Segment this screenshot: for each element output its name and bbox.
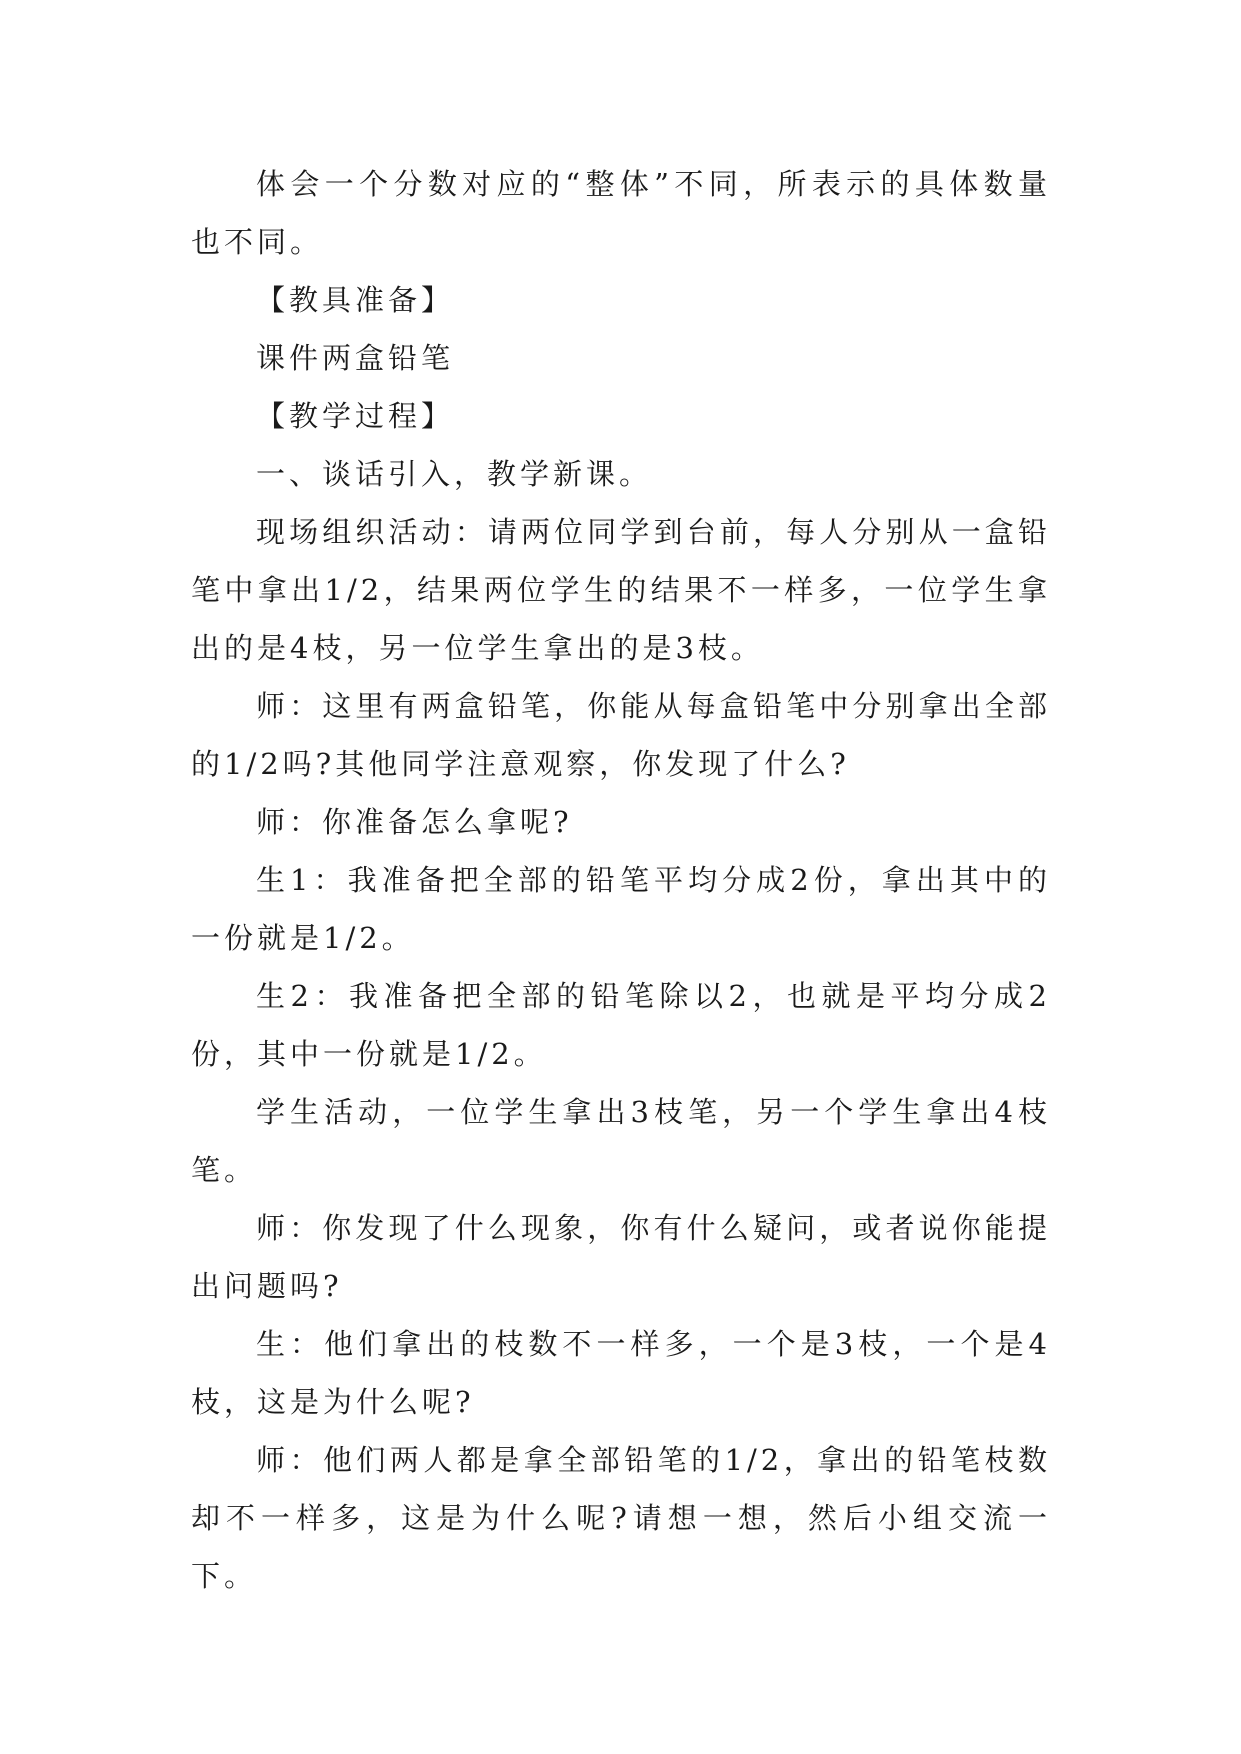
paragraph-teacher-question-2: 师：你准备怎么拿呢? xyxy=(256,805,573,839)
paragraph-teacher-question-3: 师：你发现了什么现象，你有什么疑问，或者说你能提出问题吗? xyxy=(191,1211,1051,1303)
paragraph-student-1: 生1：我准备把全部的铅笔平均分成2份，拿出其中的一份就是1/2。 xyxy=(191,863,1051,955)
paragraph-activity: 现场组织活动：请两位同学到台前，每人分别从一盒铅笔中拿出1/2，结果两位学生的结果不一样多，一位学生拿出的是4枝，另一位学生拿出的是3枝。 xyxy=(191,515,1051,665)
document-body xyxy=(191,155,1051,1605)
paragraph-student-activity: 学生活动，一位学生拿出3枝笔，另一个学生拿出4枝笔。 xyxy=(191,1095,1051,1187)
paragraph-intro-goal: 体会一个分数对应的“整体”不同，所表示的具体数量也不同。 xyxy=(191,167,1051,259)
paragraph-section-one: 一、谈话引入，教学新课。 xyxy=(256,457,653,491)
heading-teaching-tools: 【教具准备】 xyxy=(256,283,455,317)
heading-teaching-process: 【教学过程】 xyxy=(256,399,455,433)
paragraph-tools-list: 课件两盒铅笔 xyxy=(256,341,455,375)
paragraph-student-answer: 生：他们拿出的枝数不一样多，一个是3枝，一个是4枝，这是为什么呢? xyxy=(191,1327,1051,1419)
paragraph-student-2: 生2：我准备把全部的铅笔除以2，也就是平均分成2份，其中一份就是1/2。 xyxy=(191,979,1051,1071)
paragraph-teacher-question-4: 师：他们两人都是拿全部铅笔的1/2，拿出的铅笔枝数却不一样多，这是为什么呢?请想一想，然后小组交流一下。 xyxy=(191,1443,1051,1593)
paragraph-teacher-question-1: 师：这里有两盒铅笔，你能从每盒铅笔中分别拿出全部的1/2吗?其他同学注意观察，你发现了什么? xyxy=(191,689,1051,781)
